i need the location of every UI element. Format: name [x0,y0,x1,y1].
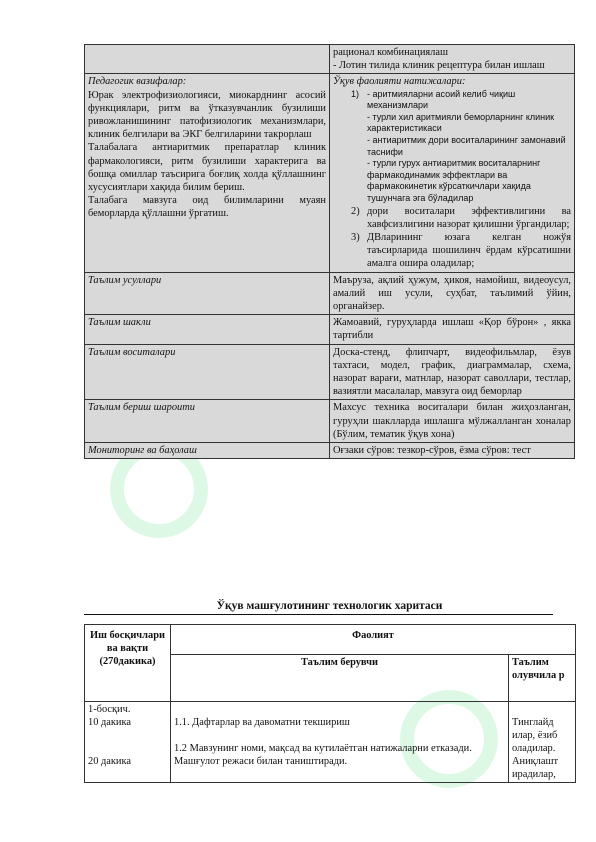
list-item: 1.1. Дафтарлар ва давоматни текшириш [174,717,350,728]
item-number: 1) [351,88,360,99]
empty-cell [85,45,330,74]
methods-continued-cell [330,45,575,74]
row-label: Таълим усуллари [85,272,330,315]
cell-title: Педагогик вазифалар: [88,76,187,88]
paragraph: Талабага мавзуга оид билимларини муаян беморларда қўллашни ўргатиш. [88,195,326,220]
row-value: Махсус техника воситалари билан жиҳозланган, гуруҳли шаклларда ишлашга мўлжалланган хоналар (Бўлим, тематик ўқув хона) [330,400,575,443]
row-value: Маъруза, ақлий ҳужум, ҳикоя, намойиш, видеоусул, амалий иш усули, суҳбат, таълимий ўйин, органайзер. [330,272,575,315]
technology-map-table [84,624,576,783]
table-row [85,400,575,443]
row-label: Таълим бериш шароити [85,400,330,443]
list-item: 1.2 Мавзунинг номи, мақсад ва кутилаётган натижаларни етказади. Машғулот режаси билан таништиради. [174,743,472,767]
learning-outcomes-cell [330,74,575,272]
table-row [85,315,575,344]
teacher-header: Таълим берувчи [171,655,509,702]
list-item: Тинглайд илар, ёзиб оладилар. Аниқлашт ирадилар, [512,717,559,780]
lesson-info-table [84,44,575,459]
row-value: Оғзаки сўров: тезкор-сўров, ёзма сўров: тест [330,443,575,459]
stage-header: Иш босқичлари ва вақти (270дакика) [85,625,171,702]
list-item: рационал комбинациялаш [333,47,448,58]
table-header-row [85,625,576,655]
table-row [85,344,575,400]
table-row [85,45,575,74]
teacher-cell [171,702,509,783]
stage-label: 1-босқич. [88,704,131,715]
table-row [85,74,575,272]
heading-underline [84,614,553,615]
students-header: Таълим олувчила р [509,655,576,702]
list-item: - антиаритмик дори воситаларининг замонавий таснифи [367,134,566,157]
paragraph: Талабалага антиаритмик препаратлар клиник фармакологияси, ритм бузилиши характерига ва бошқа омиллар таъсирига боғлиқ холда қўллашнинг хусусиятлари хақида билим бериш. [88,142,326,194]
item-text: - аритмияларни асоий келиб чиқиш механизмлари [367,88,516,111]
table-row [85,272,575,315]
list-item [333,231,571,271]
item-text: ДВларининг юзага келган ножўя таъсирларида шошилинч ёрдам кўрсатишни амалга ошира оладилар; [367,231,571,270]
stage-time: 10 дакика [88,717,131,728]
list-item [333,205,571,231]
list-item: - Лотин тилида клиник рецептура билан ишлаш [333,60,545,72]
stage-time: 20 дакика [88,756,131,767]
table-row [85,702,576,783]
cell-title: Ўқув фаолияти натижалари: [333,76,466,88]
row-value: Жамоавий, гуруҳларда ишлаш «Қор бўрон» , якка тартибли [330,315,575,344]
pedagogical-tasks-cell [85,74,330,272]
item-text: дори воситалари эффективлигини ва хавфсизлигини назорат қилишни ўргандилар; [367,205,571,230]
item-number: 3) [351,231,360,243]
section-heading: Ўқув машғулотининг технологик харитаси [216,600,443,612]
paragraph: Юрак электрофизиологияси, миокарднинг асосий функциялари, ритм ва ўтказувчанлик бузилиши ривожланишининг патофизиологик механизмлари, клиник белгилари ва ЭКГ белгиларини такрорлаш [88,89,326,141]
list-item: - турли гурух антиаритмик воситаларнинг фармакодинамик эффектлари ва фармакокинетик кўрсаткичлари хақида тушунчага эга бўладилар [367,158,541,203]
list-item [333,89,571,112]
table-row [85,443,575,459]
row-value: Доска-стенд, флипчарт, видеофильмлар, ёзув тахтаси, модел, график, диаграммалар, схема, назорат варағи, матнлар, назорат саволлари, тестлар, вазиятли масалалар, мавзуга оид беморлар [330,344,575,400]
students-cell [509,702,576,783]
item-number: 2) [351,205,360,217]
list-item: - турли хил аритмияли беморларнинг клиник характеристикаси [367,111,555,134]
row-label: Таълим воситалари [85,344,330,400]
activity-header: Фаолият [171,625,576,655]
row-label: Мониторинг ва баҳолаш [85,443,330,459]
row-label: Таълим шакли [85,315,330,344]
stage-cell [85,702,171,783]
